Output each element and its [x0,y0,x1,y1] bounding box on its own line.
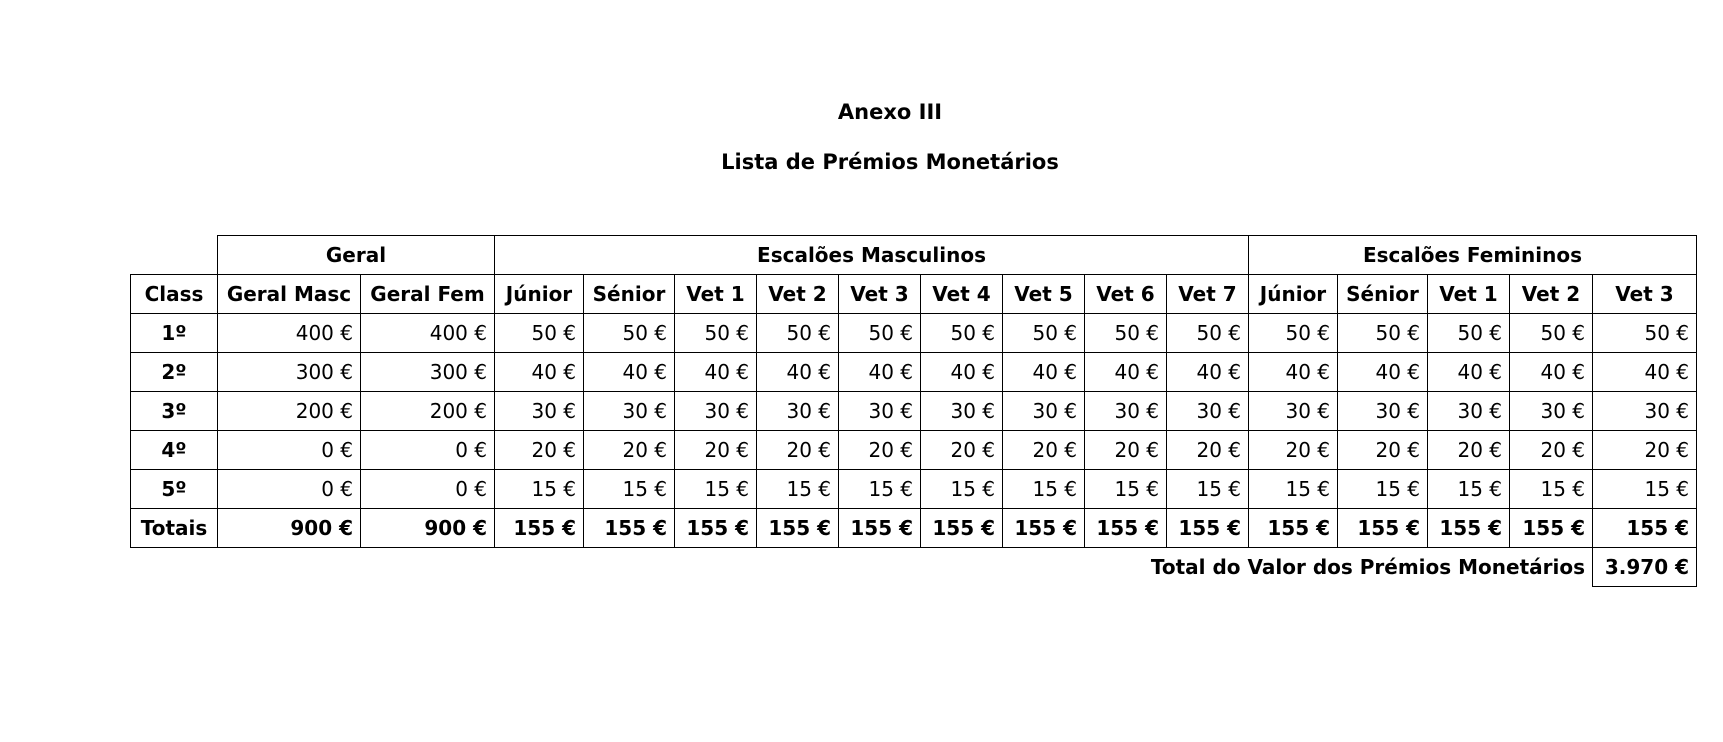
prize-cell: 30 € [1338,392,1428,431]
column-header: Geral Fem [361,275,495,314]
class-cell: 3º [131,392,218,431]
prize-cell: 40 € [1249,353,1338,392]
prize-cell: 20 € [1593,431,1697,470]
prize-cell: 0 € [361,470,495,509]
prize-cell: 20 € [1167,431,1249,470]
prize-cell: 20 € [1085,431,1167,470]
prize-cell: 15 € [757,470,839,509]
column-header: Sénior [584,275,675,314]
prize-cell: 20 € [1428,431,1510,470]
prize-cell: 15 € [1338,470,1428,509]
column-header: Vet 2 [757,275,839,314]
prize-cell: 40 € [1003,353,1085,392]
table-row [131,431,1697,470]
prize-cell: 15 € [1003,470,1085,509]
total-cell: 155 € [1249,509,1338,548]
total-cell: 155 € [1428,509,1510,548]
group-header-geral: Geral [218,236,495,275]
table-row [131,353,1697,392]
class-cell: 1º [131,314,218,353]
prize-cell: 50 € [1249,314,1338,353]
prize-cell: 0 € [361,431,495,470]
prize-cell: 20 € [1249,431,1338,470]
prize-cell: 40 € [1167,353,1249,392]
prize-cell: 15 € [1085,470,1167,509]
prize-cell: 40 € [1085,353,1167,392]
column-header: Class [131,275,218,314]
total-cell: 900 € [218,509,361,548]
prize-table [130,235,1697,587]
prize-cell: 40 € [1338,353,1428,392]
prize-cell: 50 € [1510,314,1593,353]
total-cell: 155 € [675,509,757,548]
total-cell: 155 € [1510,509,1593,548]
total-cell: 900 € [361,509,495,548]
total-cell: 155 € [1167,509,1249,548]
prize-cell: 15 € [1428,470,1510,509]
prize-cell: 50 € [1338,314,1428,353]
prize-cell: 400 € [361,314,495,353]
table-row [131,470,1697,509]
prize-cell: 50 € [757,314,839,353]
column-header: Geral Masc [218,275,361,314]
prize-cell: 30 € [757,392,839,431]
prize-cell: 50 € [675,314,757,353]
prize-cell: 20 € [1003,431,1085,470]
grand-total-label: Total do Valor dos Prémios Monetários [1150,555,1585,580]
total-cell: 155 € [495,509,584,548]
prize-cell: 50 € [1167,314,1249,353]
prize-cell: 30 € [839,392,921,431]
prize-cell: 15 € [1249,470,1338,509]
column-header: Vet 6 [1085,275,1167,314]
total-cell: 155 € [584,509,675,548]
prize-cell: 30 € [675,392,757,431]
prize-cell: 15 € [675,470,757,509]
prize-cell: 20 € [495,431,584,470]
prize-cell: 30 € [1428,392,1510,431]
total-cell: 155 € [839,509,921,548]
total-cell: 155 € [757,509,839,548]
prize-cell: 20 € [921,431,1003,470]
prize-cell: 50 € [839,314,921,353]
prize-cell: 40 € [921,353,1003,392]
prize-cell: 15 € [921,470,1003,509]
prize-cell: 30 € [1249,392,1338,431]
prize-cell: 15 € [584,470,675,509]
totals-row [131,509,1697,548]
prize-cell: 200 € [361,392,495,431]
total-cell: 155 € [1003,509,1085,548]
prize-cell: 20 € [1510,431,1593,470]
prize-cell: 300 € [361,353,495,392]
prize-cell: 50 € [1003,314,1085,353]
prize-cell: 30 € [1593,392,1697,431]
prize-cell: 20 € [584,431,675,470]
table-row [131,314,1697,353]
column-header: Vet 5 [1003,275,1085,314]
prize-cell: 50 € [1593,314,1697,353]
prize-cell: 30 € [1003,392,1085,431]
prize-cell: 20 € [1338,431,1428,470]
class-cell: 2º [131,353,218,392]
group-header-escaloes-femininos: Escalões Femininos [1249,236,1697,275]
prize-cell: 200 € [218,392,361,431]
prize-cell: 0 € [218,470,361,509]
prize-cell: 30 € [921,392,1003,431]
prize-cell: 30 € [1085,392,1167,431]
column-header: Vet 1 [675,275,757,314]
group-header-row [131,236,1697,275]
prize-cell: 30 € [495,392,584,431]
prize-cell: 50 € [1085,314,1167,353]
prize-cell: 15 € [495,470,584,509]
prize-cell: 400 € [218,314,361,353]
prize-cell: 30 € [1510,392,1593,431]
prize-cell: 15 € [839,470,921,509]
column-header: Vet 2 [1510,275,1593,314]
prize-cell: 300 € [218,353,361,392]
grand-total-row [131,548,1697,587]
prize-cell: 0 € [218,431,361,470]
column-header-row [131,275,1697,314]
total-cell: 155 € [1338,509,1428,548]
column-header: Sénior [1338,275,1428,314]
column-header: Vet 3 [839,275,921,314]
prize-cell: 40 € [584,353,675,392]
prize-cell: 15 € [1510,470,1593,509]
total-cell: 155 € [1593,509,1697,548]
prize-cell: 40 € [839,353,921,392]
prize-cell: 20 € [757,431,839,470]
prize-cell: 20 € [675,431,757,470]
column-header: Júnior [495,275,584,314]
prize-cell: 40 € [1510,353,1593,392]
totals-label: Totais [131,509,218,548]
column-header: Vet 3 [1593,275,1697,314]
prize-cell: 50 € [1428,314,1510,353]
column-header: Vet 4 [921,275,1003,314]
group-header-escaloes-masculinos: Escalões Masculinos [495,236,1249,275]
prize-cell: 30 € [584,392,675,431]
prize-cell: 15 € [1167,470,1249,509]
prize-cell: 50 € [584,314,675,353]
prize-cell: 50 € [495,314,584,353]
class-cell: 4º [131,431,218,470]
prize-cell: 15 € [1593,470,1697,509]
page-subtitle: Lista de Prémios Monetários [721,150,1059,174]
class-cell: 5º [131,470,218,509]
page-title: Anexo III [837,100,943,124]
prize-cell: 30 € [1167,392,1249,431]
prize-cell: 40 € [675,353,757,392]
prize-cell: 50 € [921,314,1003,353]
empty-corner-cell [131,236,218,275]
total-cell: 155 € [921,509,1003,548]
grand-total-value: 3.970 € [1593,548,1697,587]
column-header: Vet 1 [1428,275,1510,314]
prize-cell: 40 € [495,353,584,392]
column-header: Júnior [1249,275,1338,314]
table-row [131,392,1697,431]
prize-cell: 40 € [1428,353,1510,392]
prize-cell: 40 € [1593,353,1697,392]
prize-cell: 40 € [757,353,839,392]
column-header: Vet 7 [1167,275,1249,314]
total-cell: 155 € [1085,509,1167,548]
prize-cell: 20 € [839,431,921,470]
